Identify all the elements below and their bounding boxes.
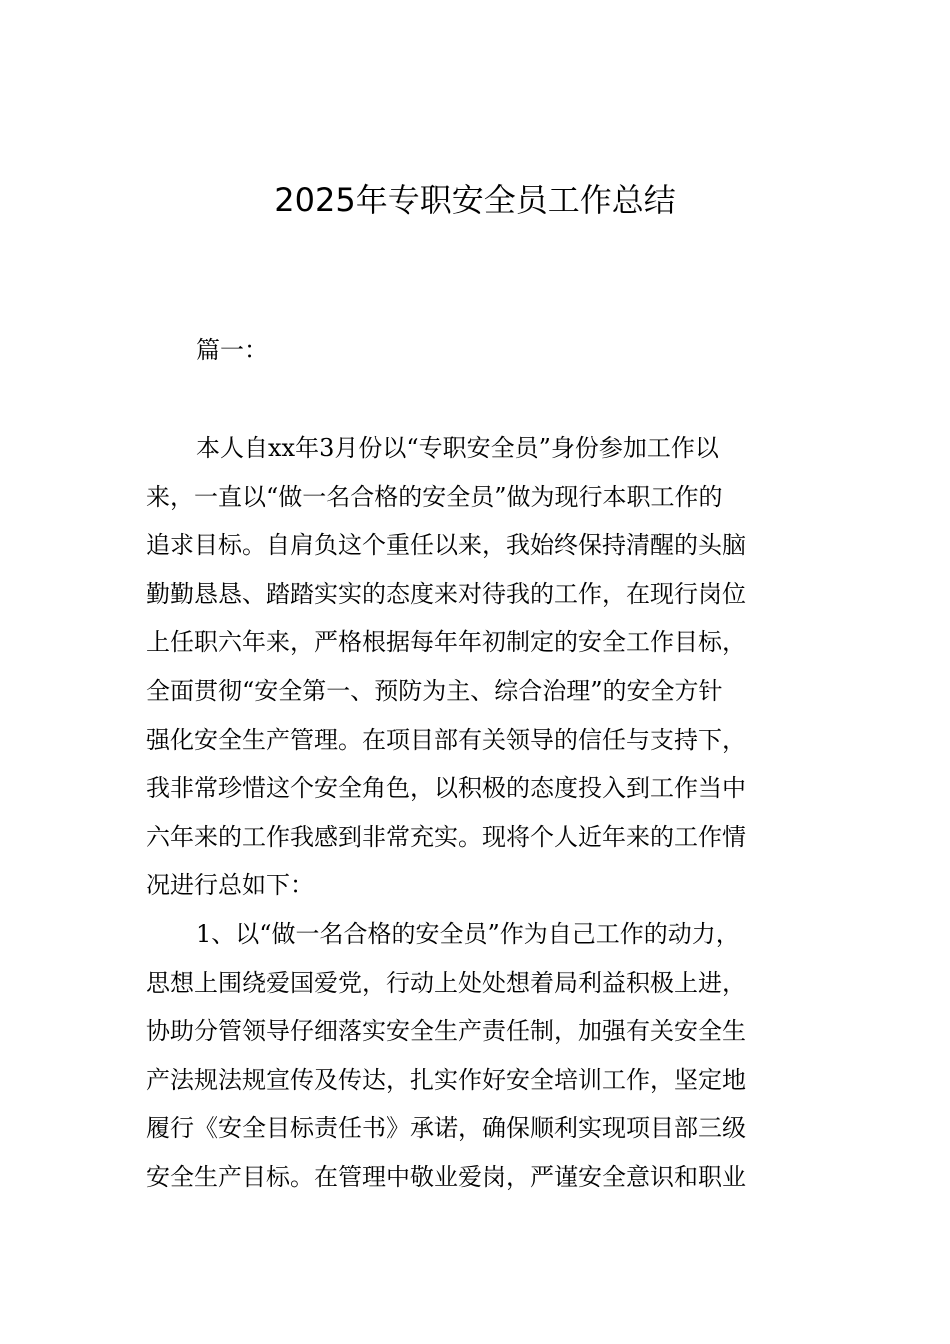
text-line: 1、以“做一名合格的安全员”作为自己工作的动力， xyxy=(196,919,740,948)
text-line: 六年来的工作我感到非常充实。现将个人近年来的工作情 xyxy=(146,822,746,851)
section-label: 篇一： xyxy=(196,336,268,364)
text-line: 我非常珍惜这个安全角色，以积极的态度投入到工作当中 xyxy=(146,774,746,803)
body-text xyxy=(146,432,826,1210)
text-line: 思想上围绕爱国爱党，行动上处处想着局利益积极上进， xyxy=(146,968,746,997)
text-line: 全面贯彻“安全第一、预防为主、综合治理”的安全方针 xyxy=(146,676,723,705)
text-line: 履行《安全目标责任书》承诺，确保顺利实现项目部三级 xyxy=(146,1114,746,1143)
document-title: 2025年专职安全员工作总结 xyxy=(274,181,676,219)
text-line: 勤勤恳恳、踏踏实实的态度来对待我的工作，在现行岗位 xyxy=(146,579,746,608)
text-line: 追求目标。自肩负这个重任以来，我始终保持清醒的头脑 xyxy=(146,531,746,560)
text-line: 来，一直以“做一名合格的安全员”做为现行本职工作的 xyxy=(146,482,723,511)
text-line: 强化安全生产管理。在项目部有关领导的信任与支持下， xyxy=(146,725,746,754)
text-line: 协助分管领导仔细落实安全生产责任制，加强有关安全生 xyxy=(146,1017,746,1046)
text-line: 产法规法规宣传及传达，扎实作好安全培训工作，坚定地 xyxy=(146,1065,746,1094)
text-line: 本人自xx年3月份以“专职安全员”身份参加工作以 xyxy=(196,434,719,462)
text-line: 况进行总如下： xyxy=(146,871,314,900)
text-line: 上任职六年来，严格根据每年年初制定的安全工作目标， xyxy=(146,628,746,657)
text-line: 安全生产目标。在管理中敬业爱岗，严谨安全意识和职业 xyxy=(146,1162,746,1191)
